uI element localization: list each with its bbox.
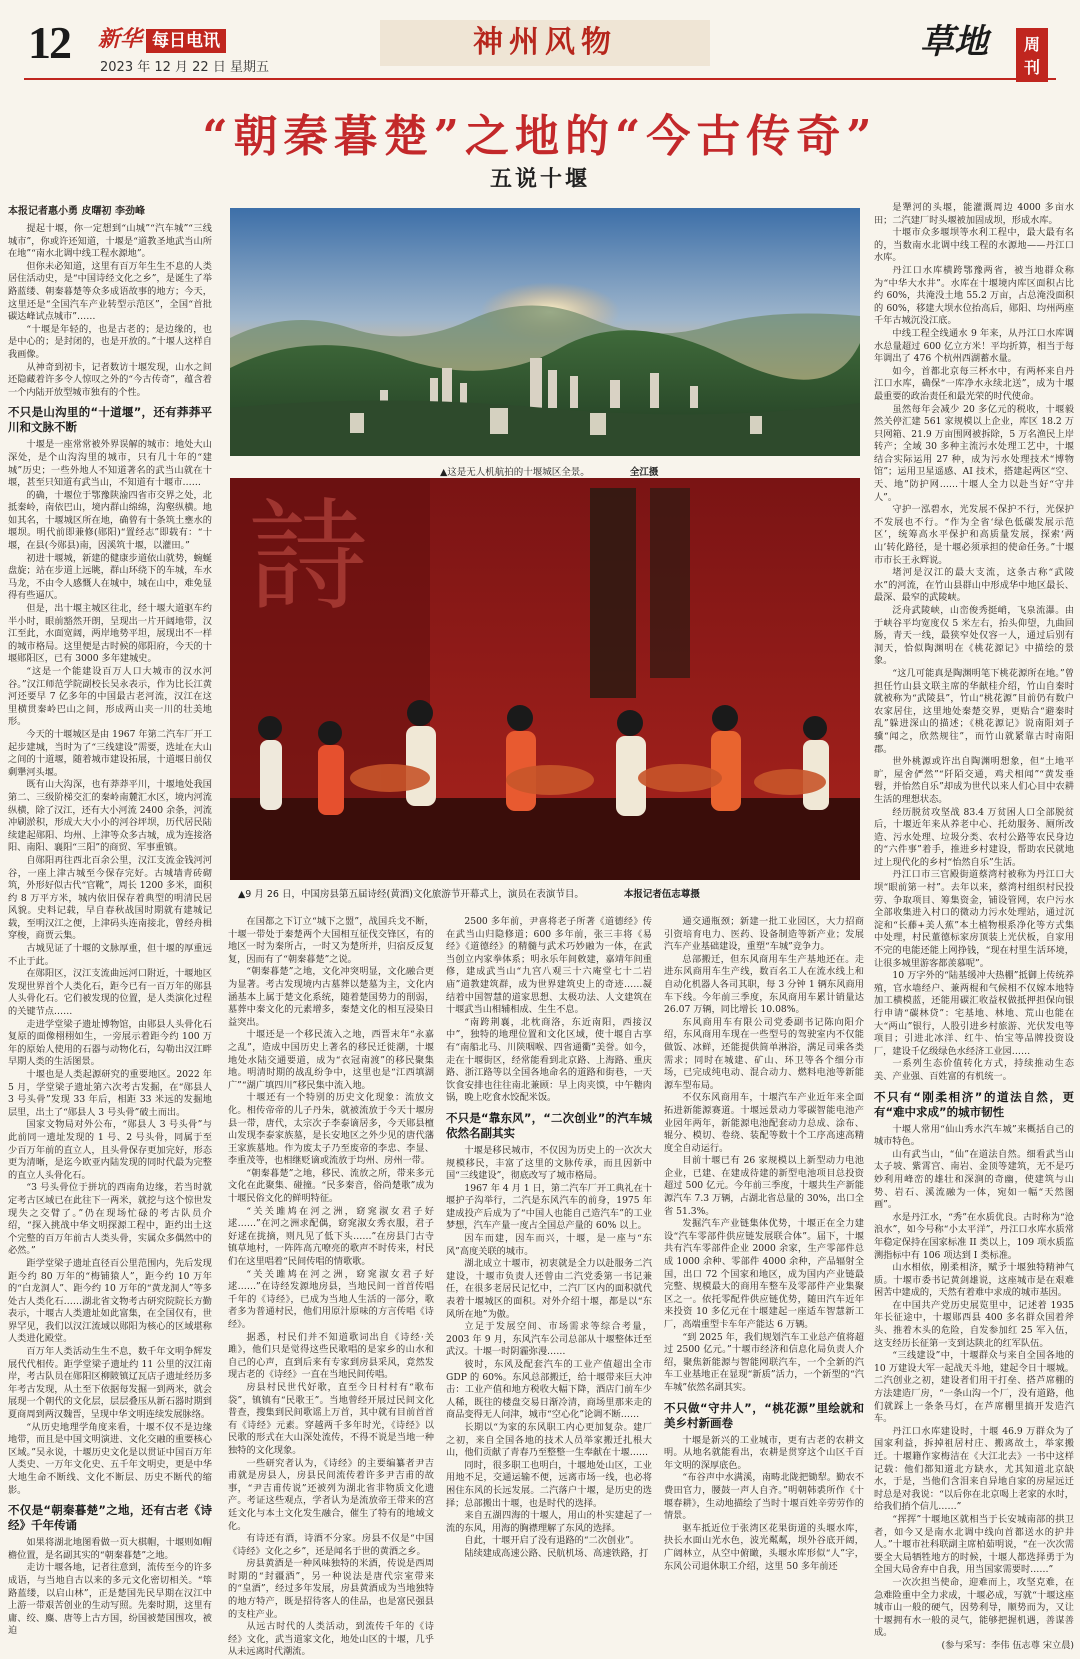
- paragraph: 房县村民世代好歌，直至今日村村有“歌布袋”，镇镇有“民歌王”。当地曾经开展过民间文化普查，搜集到民间歌谣上万首，其中就有目前首首有《诗经》元素。穿越两千多年时光，《诗经》以民歌的形式在大山深处流传，不得不说是当地一种独特的文化现象。: [228, 1381, 434, 1456]
- paragraph: 通交通瓶颈；新建一批工业园区，大力招商引资培育电力、医药、设备制造等新产业；发展汽车产业基础建设，重塑“车城”竞争力。: [664, 916, 864, 953]
- svg-text:詩: 詩: [248, 488, 368, 627]
- paragraph: 从神奇到初卡，记者数访十堰发现，山水之间还隐藏着许多令人惊叹之外的“今古传奇”，蕴含着一个内陆开放型城市独有的个性。: [8, 361, 212, 398]
- paragraph: 陆续建成高速公路、民航机场、高速铁路，打: [464, 1547, 649, 1559]
- paragraph: 古城见证了十堰的文脉厚重，但十堰的厚重远不止于此。: [8, 943, 212, 967]
- column-5: [874, 202, 1074, 1651]
- paragraph: 如今，首都北京每三杯水中，有两杯来自丹江口水库，确保“一库净水永续北送”，成为十堰最重要的政治责任和最光荣的时代使命。: [874, 365, 1074, 402]
- paragraph: 既有山大沟深，也有莽莽平川，十堰地处我国第二、三级阶梯交汇的秦岭南麓汇水区，境内河流纵横，除了汉江，还有大小河流 2400 余条，河流冲刷淤积，形成大大小小的河谷坪坝，历代居民陆续建起郧阳、均州、上津等众多古城，成为连接洛阳、南阳、襄阳“三阳”的商贸、军事重镇。: [8, 779, 212, 854]
- paragraph: “三线建设”中，十堰群众与来自全国各地的 10 万建设大军一起战天斗地，建起令日十堰城。二汽创业之初，建设者们用干打垒、搭芦席棚的方法建造厂房，“一条山沟一个厂，没有道路，他们就踩上一条条马灯，在芦席棚里搞开发造汽车。: [874, 1350, 1074, 1425]
- festival-image: [230, 478, 860, 880]
- paragraph: 丹江口水库建设时，十堰 46.9 万群众为了国家利益，拆掉祖居村庄、搬离故土，举家搬迁。十堰籍作家梅洁在《大江北去》一书中这样记载：他们都知道北方缺水，尤其知道北京缺水，于是，当他们含泪来自异地自家的房屋远迁时总是对我说：“以后你在北京喝上老家的水时，给我们捎个信儿……”: [874, 1425, 1074, 1513]
- paragraph: 百万年人类活动生生不息，数千年文明争辉发展代代相传。距学堂梁子遗址约 11 公里的汉江南岸，考古队员在郧阳区柳陂镇辽瓦店子遗址经历多年考古发现，从土至下依据每发掘一到两米，就会展现一个朝代的文化层，层层叠压从新石器时期到夏商周到两汉魏晋，呈现中华文明连续发展脉络。: [8, 1346, 212, 1421]
- paragraph: 山有武当山，“仙”在道法自然。细看武当山太子坡、紫霄宫、南岩、金顶等建筑，无不是巧妙利用峰峦的雄壮和深涧的奇幽，使建筑与山势、岩石、溪流融为一体，宛如一幅“天然图画”。: [874, 1148, 1074, 1211]
- paragraph: 经历脱贫攻坚战 83.4 万贫困人口全部脱贫后，十堰近年来从养老中心、托幼服务、厕所改造、污水处理、垃圾分类、农村公路等农民身边的“六件事”着手，推进乡村建设，帮助农民就地过上现代化的乡村“怡然自乐”生活。: [874, 806, 1074, 868]
- caption-text: ▲这是无人机航拍的十堰城区全景。: [440, 467, 590, 478]
- paragraph: “朝秦暮楚”之地，文化冲突明显，文化融合更为显著。考古发现境内古墓葬以楚墓为主，文化内涵基本上属于楚文化系统，随着楚国势力的削弱，墓葬中秦文化的元素增多，秦楚文化的相互浸染日益突出。: [228, 966, 434, 1028]
- contributors-credit: (参与采写：李伟 伍志尊 宋立晨): [941, 1639, 1074, 1651]
- paragraph: 在中国共产党历史展览里中，记述着 1935 年长征途中，十堰郧西县 400 多名群众国着斧头、推着木头的危险，自发参加红 25 军入伍，这支经历长征第一支到达陕北的红军队伍。: [874, 1299, 1074, 1349]
- paragraph: 十堰还有一个特别的历史文化现象：流放文化。相传帝帝的儿子丹朱，就被流放于今天十堰房县一带，唐代，太宗次子李泰谪居多，今天郧县檀山发现李泰家族墓，是长安地区之外少见的唐代藩王家族墓地。作为废太子乃至废帝的李忠、李显、李重茂等，也相继贬谪或流放于均州、房州一带。: [228, 1092, 434, 1167]
- section-heading: 不只是山沟里的“十道堰”，还有莽莽平川和文脉不断: [8, 405, 212, 435]
- paragraph: 十堰是新兴的工业城市，更有古老的农耕文明。从地名就能看出，农耕是贯穿这个山区千百年文明的深厚底色。: [664, 1434, 864, 1471]
- paragraph: 一系列生态价值转化方式，持续推动生态美、产业强、百姓富的有机统一。: [874, 1058, 1074, 1082]
- paragraph: 但你未必知道，这里有百万年生生不息的人类居住活动史，是“中国诗经文化之乡”，是诞生了举路蓝缕、朝秦暮楚等众多成语故事的地方；今天，这里还是“全国汽车产业转型示范区”，全国“首批碳达峰试点城市”……: [8, 260, 212, 323]
- section-heading: 不只是“靠东风”，“二次创业”的汽车城依然名副其实: [446, 1110, 652, 1140]
- paragraph: 从远古时代的人类活动，到流传千年的《诗经》文化，武当道家文化，地处山区的十堰，几乎从未远离时代潮流。: [228, 1621, 434, 1658]
- festival-performance-photo: [230, 478, 860, 880]
- column-1: [8, 202, 212, 1637]
- caption-text: ▲9 月 26 日，中国房县第五届诗经(黄酒)文化旅游节开幕式上，演员在表演节目。: [238, 889, 584, 900]
- paragraph: 湖北成立十堰市，初衷就是全力以赴服务二汽建设，十堰市负责人还曾由二汽党委第一书记兼任，在很多老居民记忆中，二汽厂区内的面积就代表着十堰城区的面积。对外介绍十堰，都是以“东风所在地”为傲。: [446, 1258, 652, 1320]
- paragraph: 一些研究者认为，《诗经》的主要编纂者尹吉甫就是房县人，房县民间流传着许多尹吉甫的故事，“尹吉甫传说”还被列为湖北省非物质文化遗产。考证这些观点，学者认为是流放帝王带来的宫廷文化与本土文化发生融合，催生了特有的地域文化。: [228, 1457, 434, 1532]
- paragraph: 距学堂梁子遗址直径百公里范围内，先后发现距今约 80 万年的“梅铺猿人”，距今约 10 万年的“白龙洞人”、距今约 10 万年的“黄龙洞人”等多处古人类化石……湖北省文物考古研究院院长方勤表示，十堰古人类遗址如此富集，在全国仅有，世界罕见，我们以汉江流域以郧阳为核心的区域堪称人类进化殿堂。: [8, 1257, 212, 1345]
- paragraph: “朝秦暮楚”之地，移民、流放之所，带来多元文化在此聚集、碰撞。“民多秦音，俗尚楚歌”成为十堰民俗文化的鲜明特征。: [228, 1167, 434, 1205]
- paragraph: 丹江口市三官殿街道蔡湾村被称为丹江口大坝“眼前第一村”。去年以来，蔡湾村组织村民投劳、争取项目、筹集资金，铺设管网，农户污水全部收集进入村口的微动力污水处理站，通过沉淀和“长藤+美人蕉”本土植物根系净化等方式集中处理，村民董德标家房顶装上光伏板，自家用不完的电能还能上网挣钱，“现在村里生活环境，让很多城里游客都羡慕呢”。: [874, 869, 1074, 969]
- section-heading: 不只有“刚柔相济”的道法自然，更有“难中求成”的城市韧性: [874, 1089, 1074, 1119]
- paragraph: 来自五湖四海的十堰人，用山的朴实建起了一流的东风，用海的胸襟理解了东风的选择。: [446, 1510, 652, 1534]
- paragraph: 在国都之下订立“城下之盟”，战国兵戈不断，十堰一带处于秦楚两个大国相互征伐交锋区，有的地区一时为秦所占，一时又为楚所并，归宿反反复复，因而有了“朝秦暮楚”之说。: [228, 916, 434, 965]
- paragraph: 因车而建，因车而兴，十堰，是一座与“东风”高度关联的城市。: [446, 1233, 652, 1257]
- paragraph: 的确，十堰位于鄂豫陕渝四省市交界之处，北抵秦岭，南依巴山，境内群山绵绵，沟壑纵横。地如其名，十堰城区所在地，确曾有十条筑土壅水的堰坝。明代前即兼修(郧阳)“置经志”即载有：“十堰，在县(今郧县)南，因溪筑十堰，以灌田。”: [8, 489, 212, 552]
- photo-credit: 全江摄: [629, 467, 659, 478]
- paragraph: 长期以“为家的东风职工内心更加复杂。建厂之初，来自全国各地的技术人员举家搬迁扎根大山，他们贡献了青春乃至整整一生奉献在十堰……: [446, 1421, 652, 1459]
- masthead: [0, 0, 1080, 80]
- paragraph: 不仅东风商用车，十堰汽车产业近年来全面拓进新能源赛道。十堰远景动力零碳智能电池产业园年两年，新能源电池配套动力总成、涂布、辊分、模切、卷绕、装配等数十个工序高速高精度全自动运行。: [664, 1092, 864, 1154]
- paragraph: 守护一泓碧水，光发展不保护不行，光保护不发展也不行。“作为全省‘绿色低碳发展示范区’，统筹高水平保护和高质量发展，探索‘两山’转化路径，是十堰必须承担的使命任务。”十堰市市长王永辉说。: [874, 504, 1074, 566]
- photo-credit: 本报记者伍志尊摄: [623, 889, 700, 900]
- photo2-caption: [238, 886, 700, 900]
- section-heading: 不只做“守井人”，“桃花源”里绘就和美乡村新画卷: [664, 1400, 864, 1430]
- paragraph: 堵河是汉江的最大支流，这条古称“武陵水”的河流，在竹山县群山中形成华中地区最长、最深、最窄的武陵峡。: [874, 567, 1074, 604]
- paragraph: 国家文物局对外公布，“郧县人 3 号头骨”与此前同一遗址发现的 1 号、2 号头骨，同属于至少百万年前的直立人，且头骨保存更加完好，形态更为清晰，是迄今欧亚内陆发现的同时代最为完整的直立人头骨化石。: [8, 1119, 212, 1181]
- paragraph: “关关雎鸠在河之洲，窈窕淑女君子好逑……”在河之洲求配偶，窈窕淑女秀衣服，君子好逑在拢摘，则凡见了低下头……”在房县门古寺镇草地村，一阵阵高亢嘹亮的歌声不时传来，村民们在这里唱着“民间传唱的情歌歌。: [228, 1205, 434, 1268]
- column-2: [228, 916, 434, 1658]
- paragraph: 泛舟武陵峡，山峦俊秀挺峭，飞泉流瀑。由于峡谷平均宽度仅 5 米左右，抬头仰望，九曲回肠，青天一线，最狭窄处仅容一人，通过后别有洞天，恰似陶渊明在《桃花源记》中描绘的景象。: [874, 605, 1074, 667]
- paragraph: 2500 多年前，尹喜将老子所著《道德经》传在武当山归隐修道；600 多年前，张三丰将《易经》《道德经》的精髓与武术巧妙融为一体，在武当创立内家拳体系；明永乐年间敕建，嘉靖年间重修，建成武当山“九宫八观三十六庵堂七十二岩庙”道教建筑群，成为世界建筑史上的奇迹……凝结着中国智慧的道家思想、太极功法、人文建筑在十堰武当山相辅相成、生生不息。: [446, 916, 652, 1016]
- aerial-city-image: [230, 208, 860, 456]
- headline: “朝秦暮楚”之地的“今古传奇”: [202, 111, 878, 162]
- paragraph: 一次次担当使命，迎难而上，攻坚克难，在急难险重中全力求成，十堰必成，写就“十堰这座城市山一般的硬气，因势利导，顺势而为，又让十堰拥有水一般的灵气，能够把握机遇，善谋善成。: [874, 1576, 1074, 1639]
- paragraph: 同时，很多职工也明白，十堰地处山区，工业用地不足，交通运输不便，远离市场一线，也必将困住东风的长远发展。二汽落户十堰，是历史的选择；总部搬出十堰，也是时代的选择。: [446, 1459, 652, 1509]
- paragraph: 中线工程全线通水 9 年来，从丹江口水库调水总量超过 600 亿立方米！平均折算，相当于每年调出了 476 个杭州西湖蓄水量。: [874, 327, 1074, 365]
- paragraph: 自郧阳再往西北百余公里，汉江支流金钱河河谷，一座上津古城至今保存完好。古城墙青砖砌筑，外形好似古代“官靴”，周长 1200 多米，面积约 8 万平方米，城内依旧保存着典型的明清民居风貌。史料记载，早自春秋战国时期就有建城记载，至明汉江之便，上津码头连南接北，曾经舟楫穿梭，商贾云集。: [8, 854, 212, 942]
- photo1-caption: [440, 464, 658, 478]
- paragraph: 东风商用车有限公司党委副书记陈向阳介绍，东风商用车现在一些型号的驾驶室内不仅能做饭、冰鲜，还能提供简单淋浴，满足司乘各类需求；同时在城建、矿山、环卫等各个细分市场，已完成纯电动、混合动力、燃料电池等新能源车型布局。: [664, 1016, 864, 1091]
- paragraph: 走进学堂梁子遗址博物馆，由郧县人头骨化石复原的面像栩栩如生，一旁展示着距今约 100 万年的原始人使用的石器与动物化石，勾勒出汉江畔早期人类的生活图景。: [8, 1018, 212, 1068]
- paragraph: 虽然每年会减少 20 多亿元的税收，十堰毅然关停汇建 561 家规模以上企业，库区 18.2 万只网箱、21.9 万亩围网被拆除，5 万名渔民上岸转产；全域 30 多种主流污水处理工艺中，十堰结合实际运用 27 种，成为污水处理技术“博物馆”；运用卫星遥感、AI 技术，搭建起两区“空、天、地”防护网……十堰人全力以赴当好“守井人”。: [874, 403, 1074, 503]
- paragraph: 总部搬迁，但东风商用车生产基地还在。走进东风商用车生产线，数百名工人在流水线上和自动化机器人各司其职，每 3 分钟 1 辆东风商用车下线。今年前三季度，东风商用车累计销量达 26.07 万辆，同比增长 10.08%。: [664, 953, 864, 1016]
- paragraph: “这是一个能建设百万人口大城市的汉水河谷。”汉江师范学院副校长吴永表示，作为比长江黄河还要早 7 亿多年的中国最古老河流，汉江在这里横贯秦岭巴山之间，形成两山夹一川的壮美地形。: [8, 666, 212, 728]
- paragraph: 十堰还是一个移民流入之地，西晋末年“永嘉之乱”，造成中国历史上著名的移民迁徙潮，十堰地处水陆交通要道，成为“衣冠南渡”的移民聚集地。明清时期的战乱纷争中，这里也是“江西填湖广”“湖广填四川”移民集中流入地。: [228, 1029, 434, 1091]
- paragraph: 自此，十堰开启了没有退路的“二次创业”。: [464, 1535, 640, 1547]
- paragraph: 今天的十堰城区是由 1967 年第二汽车厂开工起步建城，当时为了“三线建设”需要，选址在大山之间的十道堰，随着城市建设拓展，十道堰日前仅剩犟河头堰。: [8, 728, 212, 778]
- brand-name: 新华: [98, 26, 143, 52]
- paragraph: “从历史地理学角度来看，十堰不仅不是边缘地带，而且是中国文明演进、文化交融的重要核心区域。”吴永说，十堰历史文化是以贯证中国百万年人类史、一万年文化史、五千年文明史，更是中华大地生命不断线、文化不断层、历史不断代的缩影。: [8, 1421, 212, 1496]
- paragraph: 彼时，东风及配套汽车的工业产值超出全市 GDP 的 60%。东风总部搬迁，给十堰带来巨大冲击：工业产值和地方税收大幅下降，酒店门前车少人稀，既往的楼盘交易日渐冷清，商场里那来走的商品变得无人问津，城市“空心化”论调不断……: [446, 1359, 652, 1421]
- paragraph: 十堰市众多堰坝等水利工程中，最大最有名的，当数南水北调中线工程的水源地——丹江口水库。: [874, 227, 1074, 264]
- paragraph: 山水相依，刚柔相济，赋予十堰独特精神气质。十堰市委书记黄剑雄说，这座城市是在艰难困苦中建成的，天然有着难中求成的城市基因。: [874, 1262, 1074, 1299]
- paragraph: 立足于发展空间、市场需求等综合考量，2003 年 9 月，东风汽车公司总部从十堰整体迁至武汉。十堰一时阴霾弥漫……: [446, 1321, 652, 1358]
- paragraph: 有诗还有酒，诗酒不分家。房县不仅是“中国《诗经》文化之乡”，还是闻名于世的黄酒之乡。: [228, 1533, 434, 1557]
- paragraph: 但是，出十堰主城区往北，经十堰大道驱车约半小时，眼前豁然开朗，呈现出一片开阔地带，汉江至此，水面宽阔，两岸地势平坦，展现出不一样的城市格局。这里便是古时候的郧阳府，今天的十堰郧阳区，已有 3000 多年建城史。: [8, 603, 212, 665]
- paragraph: 十堰人常用“仙山秀水汽车城”来概括自己的城市特色。: [874, 1123, 1074, 1148]
- paragraph: 10 万字外的“陆基缓冲大热棚”抵御上传统养殖，官水墙经户、兼两棍和气候相不仅嫁本地特加工横模蓝，还能用碳汇收益权做抵押担保向银行申请“碳林贷”：宅基地、林地、荒山也能在大“两山”银行，人股引进乡村旅游、光伏发电等项目；引进北冰洋、红牛、怡宝等品牌投资设厂，建设千亿级绿色水经济工业园……: [874, 970, 1074, 1057]
- paragraph: “十堰是年轻的，也是古老的；是边缘的，也是中心的；是封闭的，也是开放的。”十堰人这样自我画像。: [8, 323, 212, 360]
- weekly-brand: 草地: [920, 22, 988, 62]
- column-3: [446, 916, 652, 1559]
- paragraph: 十堰是移民城市，不仅因为历史上的一次次大规模移民，丰富了这里的文脉传承，而且因新中国“三线建设”，彻底改写了城市格局。: [446, 1144, 652, 1182]
- paragraph: 初进十堰城，新建的健康步道依山就势，蜿蜒盘旋；站在步道上远眺，群山环绕下的车城，车水马龙，不由令人感慨人在城中，城在山中，难免显得有些逼仄。: [8, 552, 212, 602]
- paragraph: 据悉，村民们并不知道歌词出自《诗经·关雎》，他们只是觉得这些民歌唱的是家乡的山水和自己的心声，直到后来有专家到房县采风，竟然发现古老的《诗经》一直在当地民间传唱。: [228, 1331, 434, 1381]
- subhead: 五说十堰: [489, 167, 590, 192]
- paragraph: 房县黄酒是一种风味独特的米酒，传说是西周时期的“封疆酒”，另一种说法是唐代宗室带来的“皇酒”，经过多年发展，房县黄酒成为当地独特的地方特产，既是招待客人的佳品，也是富民强县的支柱产业。: [228, 1558, 434, 1620]
- paragraph: “到 2025 年，我们规划汽车工业总产值将超过 2500 亿元。”十堰市经济和信息化局负责人介绍，聚焦新能源与智能网联汽车，一个全新的汽车工业基地正在显现“新质”活力，一个新型的“汽车城”依然名副其实。: [664, 1331, 864, 1393]
- issue-date: 2023 年 12 月 22 日 星期五: [100, 60, 269, 75]
- paragraph: 发掘汽车产业链集体优势，十堰正在全力建设“汽车零部件供应链发展联合体”。届下，十堰共有汽车零部件企业 2000 余家，生产零部件总成 1000 余种、零部件 4000 余种，产品辐射全国，出口 72 个国家和地区，成为国内产业链最完整、规模最大的商用车整车及零部件产业集聚区之一。依托零配件供应链优势，随田汽车近年来投资 10 多亿元在十堰建起一座适车智慧新工厂，高端重型卡车年产能达 6 万辆。: [664, 1218, 864, 1330]
- brand-logo: [98, 22, 226, 53]
- paragraph: 水是丹江水，“秀”在水质优良。古时称为“沧浪水”，如今号称“小太平洋”，丹江口水库水质常年稳定保持在国家标准 II 类以上，109 项水质监测指标中有 106 项达到 I 类标准。: [874, 1211, 1074, 1261]
- paragraph: 丹江口水库横跨鄂豫两省，被当地群众称为“中华大水井”。水库在十堰境内库区面积占比约 60%，共淹没土地 55.2 万亩，占总淹没面积的 60%，移建大坝水位抬高后，郧阳、均州两座千年古城沉没江底。: [874, 264, 1074, 327]
- paragraph: “布谷声中水满溪，南畴北陇把锄犁。勤农不费田官力，腰鼓一声人自齐。”明朝韩裘所作《十堰春耕》，生动地描绘了当时十堰百姓辛劳劳作的情景。: [664, 1472, 864, 1522]
- paragraph: 目前十堰已有 26 家规模以上新型动力电池企业，已建、在建成待建的新型电池项目总投资超过 500 亿元。今年前三季度，十堰共生产新能源汽车 7.3 万辆，占湖北省总量的 30%，出口全省 51.3%。: [664, 1155, 864, 1217]
- weekly-logo: [920, 14, 1041, 77]
- paragraph: 驱车抵近位于张湾区花果街道的头堰水库，抉长水面山光水色，波光粼粼，坝外谷底开阔，广阔林立，从空中俯瞰，头堰水库形似“人”字，东风公司退休职工介绍，这里 50 多年前还: [664, 1522, 864, 1572]
- paragraph: 如果将湖北地图看做一页大棋帽，十堰则如帽檐位置，是名副其实的“朝秦暮楚”之地。: [8, 1537, 212, 1561]
- weekly-tag: 周刊: [1016, 28, 1048, 82]
- paragraph: 在郧阳区，汉江支流曲远河口附近，十堰地区发现世界首个人类化石，距今已有一百万年的郧县人头骨化石。它们被发现的位置，是人类演化过程的关键节点……: [8, 968, 212, 1018]
- masthead-rule: [24, 78, 1056, 80]
- paragraph: 走访十堰各地，记者往意到，流传至今的许多成语，与当地自古以来的多元文化密切相关。“筚路蓝缕，以启山林”，正是楚国先民早期在汉江中上游一带艰苦创业的生动写照。先秦时期，这里有庸、绞、麋、唐等上古方国，纷国被楚国围攻，被迫: [8, 1562, 212, 1637]
- section-heading: 不仅是“朝秦暮楚”之地，还有古老《诗经》千年传诵: [8, 1503, 212, 1533]
- paragraph: 是犟河的头堰，能灌溉周边 4000 多亩水田；二汽建厂时头堰被加固成坝，形成水库。: [874, 202, 1074, 226]
- paragraph: 提起十堰，你一定想到“山城”“汽车城”“三线城市”，你或许还知道，十堰是“道教圣地武当山所在地”“南水北调中线工程水源地”。: [8, 223, 212, 260]
- page-number: 12: [28, 17, 70, 68]
- paragraph: “这几可能真是陶渊明笔下桃花源所在地。”曾担任竹山县文联主席的华献桂介绍，竹山自秦时就被称为“武陵县”，竹山“桃花源”目前仍有数户农家居住，这里地处秦楚交界，更贴合“避秦时乱”躲进深山的描述；《桃花源记》说南阳刘子骥“闻之，欣然规往”，而竹山就紧靠古时南阳郡。: [874, 667, 1074, 755]
- brand-sub: 每日电讯: [146, 29, 226, 53]
- aerial-city-photo: [230, 208, 860, 456]
- paragraph: “关关雎鸠在河之洲，窈窕淑女君子好逑……”在诗经发源地房县，当地民间一首首传唱千年的《诗经》，已成为当地人生活的一部分，歌者多为普通村民，他们用原汁原味的方言传唱《诗经》。: [228, 1268, 434, 1330]
- paragraph: “南跨荆襄，北枕商洛，东近南阳，西接汉中”，独特的地理位置和文化区域，使十堰自古享有“南船北马、川陕咽喉、四省通衢”美誉。如今，走在十堰街区，经常能看到北京路、上海路、重庆路、浙江路等以全国各地命名的道路和街巷，一天饮食安排也往往南北兼顾：早上肉夹馍，中午糖肉锅，晚上吃食水饺配米饭。: [446, 1016, 652, 1104]
- byline: 本报记者惠小勇 皮曙初 李劲峰: [8, 206, 145, 217]
- column-4: [664, 916, 864, 1572]
- paragraph: 1967 年 4 月 1 日，第二汽车厂开工典礼在十堰护子沟举行，二汽是东风汽车的前身，1975 年建成投产后成为了“中国人也能自己造汽车”的工业梦想，汽车产量一度占全国总产量的 60% 以上。: [446, 1182, 652, 1232]
- section-title: 神州风物: [380, 20, 710, 66]
- paragraph: 世外桃源或许出自陶渊明想象，但“土地平旷，屋舍俨然”“阡陌交通，鸡犬相闻”“黄发垂髫，并怡然自乐”却成为世代以来人们心目中农耕生活的理想状态。: [874, 756, 1074, 805]
- paragraph: “挥挥”十堰地区就相当于长安城南部的拱卫者，如今又是南水北调中线向首都送水的护井人。”十堰市社科联副主席柏茹明说，“在一次次需要全大局牺牲地方的时候，十堰人都选择勇于为全国大局舍弃中自我，用当国家需要时……”: [874, 1513, 1074, 1576]
- paragraph: 十堰是一座常常被外界误解的城市：地处大山深处，是个山沟沟里的城市，只有几十年的“建城”历史；一些外地人不知道著名的武当山就在十堰，甚至只知道有武当山，不知道有十堰市……: [8, 439, 212, 489]
- paragraph: 十堰也是人类起源研究的重要地区。2022 年 5 月，学堂梁子遗址第六次考古发掘，在“郧县人 3 号头骨”发现 33 年后，相距 33 米远的发掘地层里，出土了“郧县人 3 号头骨”破土而出。: [8, 1069, 212, 1118]
- paragraph: “3 号头骨位于拼坑的西南角边缘，若当时就定考古区域已在此往下一两米，就挖与这个惊世发现失之交臂了。”仍在现场忙碌的考古队员介绍，“探入挑战中华文明探源工程中，距约出土这个完整的百万年前古人类头骨，实属众多偶然中的必然。”: [8, 1182, 212, 1257]
